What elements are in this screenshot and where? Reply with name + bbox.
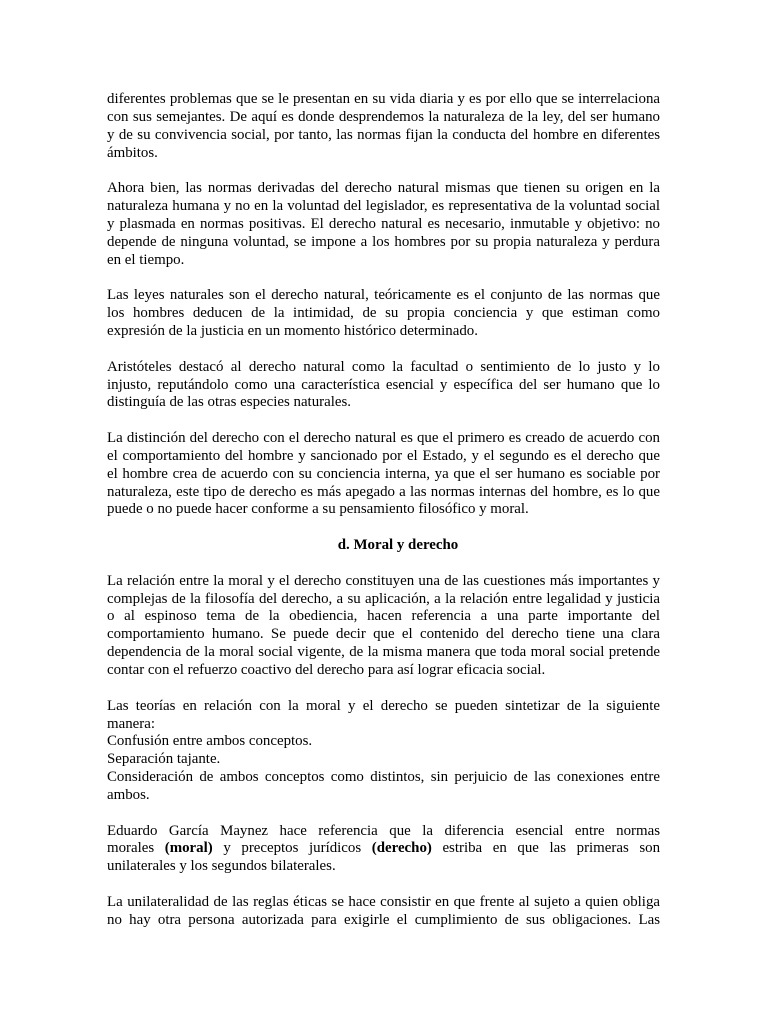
text-line: Ahora bien, las normas derivadas del derecho natural mismas que tienen su origen en la bbox=[107, 180, 660, 197]
paragraph bbox=[107, 823, 660, 877]
text-line: Eduardo García Maynez hace referencia que la diferencia esencial entre normas bbox=[107, 822, 660, 839]
text-line: o al espinoso tema de la obediencia, hacen referencia a una parte importante del bbox=[107, 608, 660, 625]
text-segment: estriba en que las primeras son bbox=[431, 840, 660, 857]
theory-item bbox=[107, 769, 660, 805]
paragraph-theories bbox=[107, 698, 660, 805]
text-line: Separación tajante. bbox=[107, 751, 221, 768]
text-line: diferentes problemas que se le presentan en su vida diaria y es por ello que se interrelaciona bbox=[107, 91, 660, 107]
text-line: el comportamiento del hombre y sancionado por el Estado, y el segundo es el derecho que bbox=[107, 447, 660, 464]
paragraph bbox=[107, 180, 660, 269]
text-segment: morales bbox=[107, 840, 165, 857]
text-line: Las leyes naturales son el derecho natural, teóricamente es el conjunto de las normas que bbox=[107, 287, 660, 304]
text-line: Aristóteles destacó al derecho natural como la facultad o sentimiento de lo justo y lo bbox=[107, 358, 660, 375]
text-line: y de su convivencia social, por tanto, las normas fijan la conducta del hombre en diferentes bbox=[107, 126, 660, 143]
paragraph bbox=[107, 91, 660, 162]
text-line: dependencia de la moral social vigente, de la misma manera que toda moral social pretende bbox=[107, 644, 660, 661]
document-body bbox=[107, 91, 660, 948]
text-line: y plasmada en normas positivas. El derecho natural es necesario, inmutable y objetivo: no bbox=[107, 215, 660, 232]
text-line: contar con el refuerzo coactivo del derecho para así lograr eficacia social. bbox=[107, 662, 546, 678]
text-line: Consideración de ambos conceptos como distintos, sin perjuicio de las conexiones entre bbox=[107, 769, 660, 786]
bold-term-derecho: (derecho) bbox=[371, 840, 432, 857]
text-line: no hay otra persona autorizada para exigirle el cumplimiento de sus obligaciones. Las bbox=[107, 911, 660, 928]
text-line: unilaterales y los segundos bilaterales. bbox=[107, 858, 336, 875]
text-line: naturaleza, este tipo de derecho es más apegado a las normas internas del hombre, es lo que bbox=[107, 483, 660, 500]
section-heading: d. Moral y derecho bbox=[337, 537, 459, 554]
text-line: puede o no puede hacer conforme a su pensamiento filosófico y moral. bbox=[107, 501, 529, 518]
theory-item bbox=[107, 733, 660, 751]
paragraph bbox=[107, 894, 660, 930]
text-line: el hombre crea de acuerdo con su conciencia interna, ya que el ser humano es sociable por bbox=[107, 465, 660, 482]
text-line: ámbitos. bbox=[107, 144, 158, 161]
text-line: expresión de la justicia en un momento histórico determinado. bbox=[107, 322, 478, 339]
bold-term-moral: (moral) bbox=[164, 840, 213, 857]
text-line: injusto, reputándolo como una característica esencial y específica del ser humano que lo bbox=[107, 376, 660, 393]
paragraph bbox=[107, 430, 660, 519]
paragraph bbox=[107, 287, 660, 341]
theory-item bbox=[107, 751, 660, 769]
text-line: naturaleza humana y no en la voluntad del legislador, es representativa de la voluntad social bbox=[107, 198, 660, 215]
paragraph bbox=[107, 573, 660, 680]
text-line: en el tiempo. bbox=[107, 251, 185, 268]
text-line: La relación entre la moral y el derecho constituyen una de las cuestiones más importantes y bbox=[107, 572, 660, 589]
text-line: La distinción del derecho con el derecho natural es que el primero es creado de acuerdo con bbox=[107, 430, 660, 447]
text-line: Confusión entre ambos conceptos. bbox=[107, 733, 313, 750]
paragraph bbox=[107, 359, 660, 413]
text-line: ambos. bbox=[107, 786, 150, 803]
text-segment: y preceptos jurídicos bbox=[212, 840, 372, 857]
text-line: con sus semejantes. De aquí es donde desprendemos la naturaleza de la ley, del ser humano bbox=[107, 108, 660, 125]
text-line bbox=[107, 840, 660, 858]
text-line: comportamiento humano. Se puede decir que el contenido del derecho tiene una clara bbox=[107, 626, 660, 643]
text-line: distinguía de las otras especies naturales. bbox=[107, 394, 351, 411]
text-line: Las teorías en relación con la moral y el derecho se pueden sintetizar de la siguiente bbox=[107, 697, 660, 714]
text-line: La unilateralidad de las reglas éticas se hace consistir en que frente al sujeto a quien obliga bbox=[107, 893, 660, 910]
text-line: los hombres deducen de la intimidad, de su propia conciencia y que estiman como bbox=[107, 305, 660, 322]
text-line: complejas de la filosofía del derecho, a su aplicación, a la relación entre legalidad y justicia bbox=[107, 590, 660, 607]
text-line: manera: bbox=[107, 715, 155, 732]
text-line: depende de ninguna voluntad, se impone a los hombres por su propia naturaleza y perdura bbox=[107, 233, 660, 250]
